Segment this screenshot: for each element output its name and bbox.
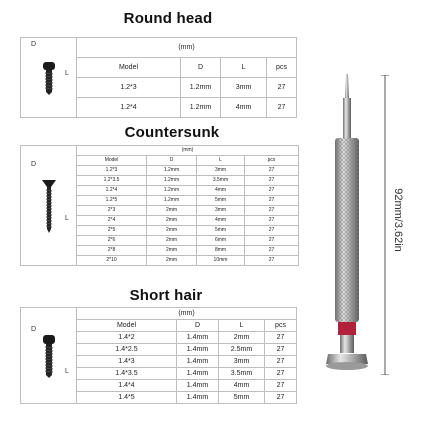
column-header: pcs [265,320,297,332]
column-header: D [181,58,221,78]
d-cell: 1.2mm [181,98,221,118]
dimension-line [380,75,390,375]
short-hair-title: Short hair [129,287,203,304]
column-header: pcs [245,156,299,166]
d-cell: 1.2mm [147,196,197,206]
model-cell: 1.4*5 [77,392,177,404]
d-cell: 2mm [147,256,197,266]
l-cell: 8mm [197,246,245,256]
pcs-cell: 27 [245,236,299,246]
pcs-cell: 27 [267,78,297,98]
l-cell: 3mm [197,206,245,216]
model-cell: 1.4*4 [77,380,177,392]
pcs-cell: 27 [245,216,299,226]
column-header: D [147,156,197,166]
l-cell: 2mm [219,332,265,344]
d-cell: 1.4mm [177,368,219,380]
d-cell: 1.4mm [177,356,219,368]
short-hair-screw-icon [42,333,56,379]
pcs-cell: 27 [265,392,297,404]
d-cell: 1.2mm [181,78,221,98]
pcs-cell: 27 [265,380,297,392]
diameter-label: D [31,161,37,168]
d-cell: 1.4mm [177,344,219,356]
unit-header: (mm) [77,146,299,156]
l-cell: 2.5mm [219,344,265,356]
model-cell: 1.4*3.5 [77,368,177,380]
pcs-cell: 27 [245,256,299,266]
pcs-cell: 27 [265,356,297,368]
model-cell: 2*4 [77,216,147,226]
l-cell: 4mm [219,380,265,392]
model-cell: 1.2*3 [77,166,147,176]
length-dimension-label: 92mm/3.62in [392,188,404,252]
d-cell: 1.2mm [147,186,197,196]
l-cell: 3.5mm [197,176,245,186]
model-cell: 1.2*3.5 [77,176,147,186]
pcs-cell: 27 [265,332,297,344]
column-header: Model [77,156,147,166]
l-cell: 3mm [197,166,245,176]
l-cell: 4mm [221,98,267,118]
diameter-label: D [31,326,37,333]
model-cell: 1.4*3 [77,356,177,368]
d-cell: 1.2mm [147,166,197,176]
pcs-cell: 27 [245,246,299,256]
l-cell: 4mm [197,186,245,196]
column-header: pcs [267,58,297,78]
screwdriver-image [322,68,372,413]
column-header: Model [77,58,181,78]
pcs-cell: 27 [245,176,299,186]
unit-header: (mm) [77,38,297,58]
l-cell: 10mm [197,256,245,266]
l-cell: 3mm [219,356,265,368]
column-header: L [221,58,267,78]
countersunk-screw-icon [41,178,57,234]
model-cell: 1.2*4 [77,98,181,118]
pcs-cell: 27 [267,98,297,118]
l-cell: 5mm [197,226,245,236]
countersunk-table [20,145,299,266]
pcs-cell: 27 [265,368,297,380]
short-hair-table [20,307,297,404]
unit-header: (mm) [77,308,297,320]
l-cell: 6mm [197,236,245,246]
countersunk-title: Countersunk [124,124,220,141]
pcs-cell: 27 [245,186,299,196]
pcs-cell: 27 [265,344,297,356]
model-cell: 1.4*2.5 [77,344,177,356]
diameter-label: D [31,41,37,48]
pcs-cell: 27 [245,196,299,206]
model-cell: 1.2*4 [77,186,147,196]
length-label: L [65,70,69,77]
round-head-table [20,37,297,118]
pcs-cell: 27 [245,226,299,236]
column-header: L [197,156,245,166]
d-cell: 2mm [147,206,197,216]
column-header: D [177,320,219,332]
l-cell: 5mm [219,392,265,404]
d-cell: 1.4mm [177,392,219,404]
d-cell: 2mm [147,246,197,256]
l-cell: 4mm [197,216,245,226]
column-header: Model [77,320,177,332]
d-cell: 1.2mm [147,176,197,186]
round-head-title: Round head [123,10,213,27]
column-header: L [219,320,265,332]
pcs-cell: 27 [245,206,299,216]
length-label: L [65,368,69,375]
d-cell: 1.4mm [177,332,219,344]
model-cell: 2*8 [77,246,147,256]
l-cell: 5mm [197,196,245,206]
model-cell: 1.4*2 [77,332,177,344]
model-cell: 2*3 [77,206,147,216]
model-cell: 2*10 [77,256,147,266]
d-cell: 2mm [147,216,197,226]
d-cell: 2mm [147,236,197,246]
countersunk-screw-cell [21,146,77,266]
round-head-screw-cell [21,38,77,118]
l-cell: 3mm [221,78,267,98]
d-cell: 2mm [147,226,197,236]
short-hair-screw-cell [21,308,77,404]
model-cell: 1.2*5 [77,196,147,206]
round-head-screw-icon [42,61,56,95]
length-label: L [65,215,69,222]
pcs-cell: 27 [245,166,299,176]
d-cell: 1.4mm [177,380,219,392]
model-cell: 2*6 [77,236,147,246]
l-cell: 3.5mm [219,368,265,380]
model-cell: 2*5 [77,226,147,236]
model-cell: 1.2*3 [77,78,181,98]
